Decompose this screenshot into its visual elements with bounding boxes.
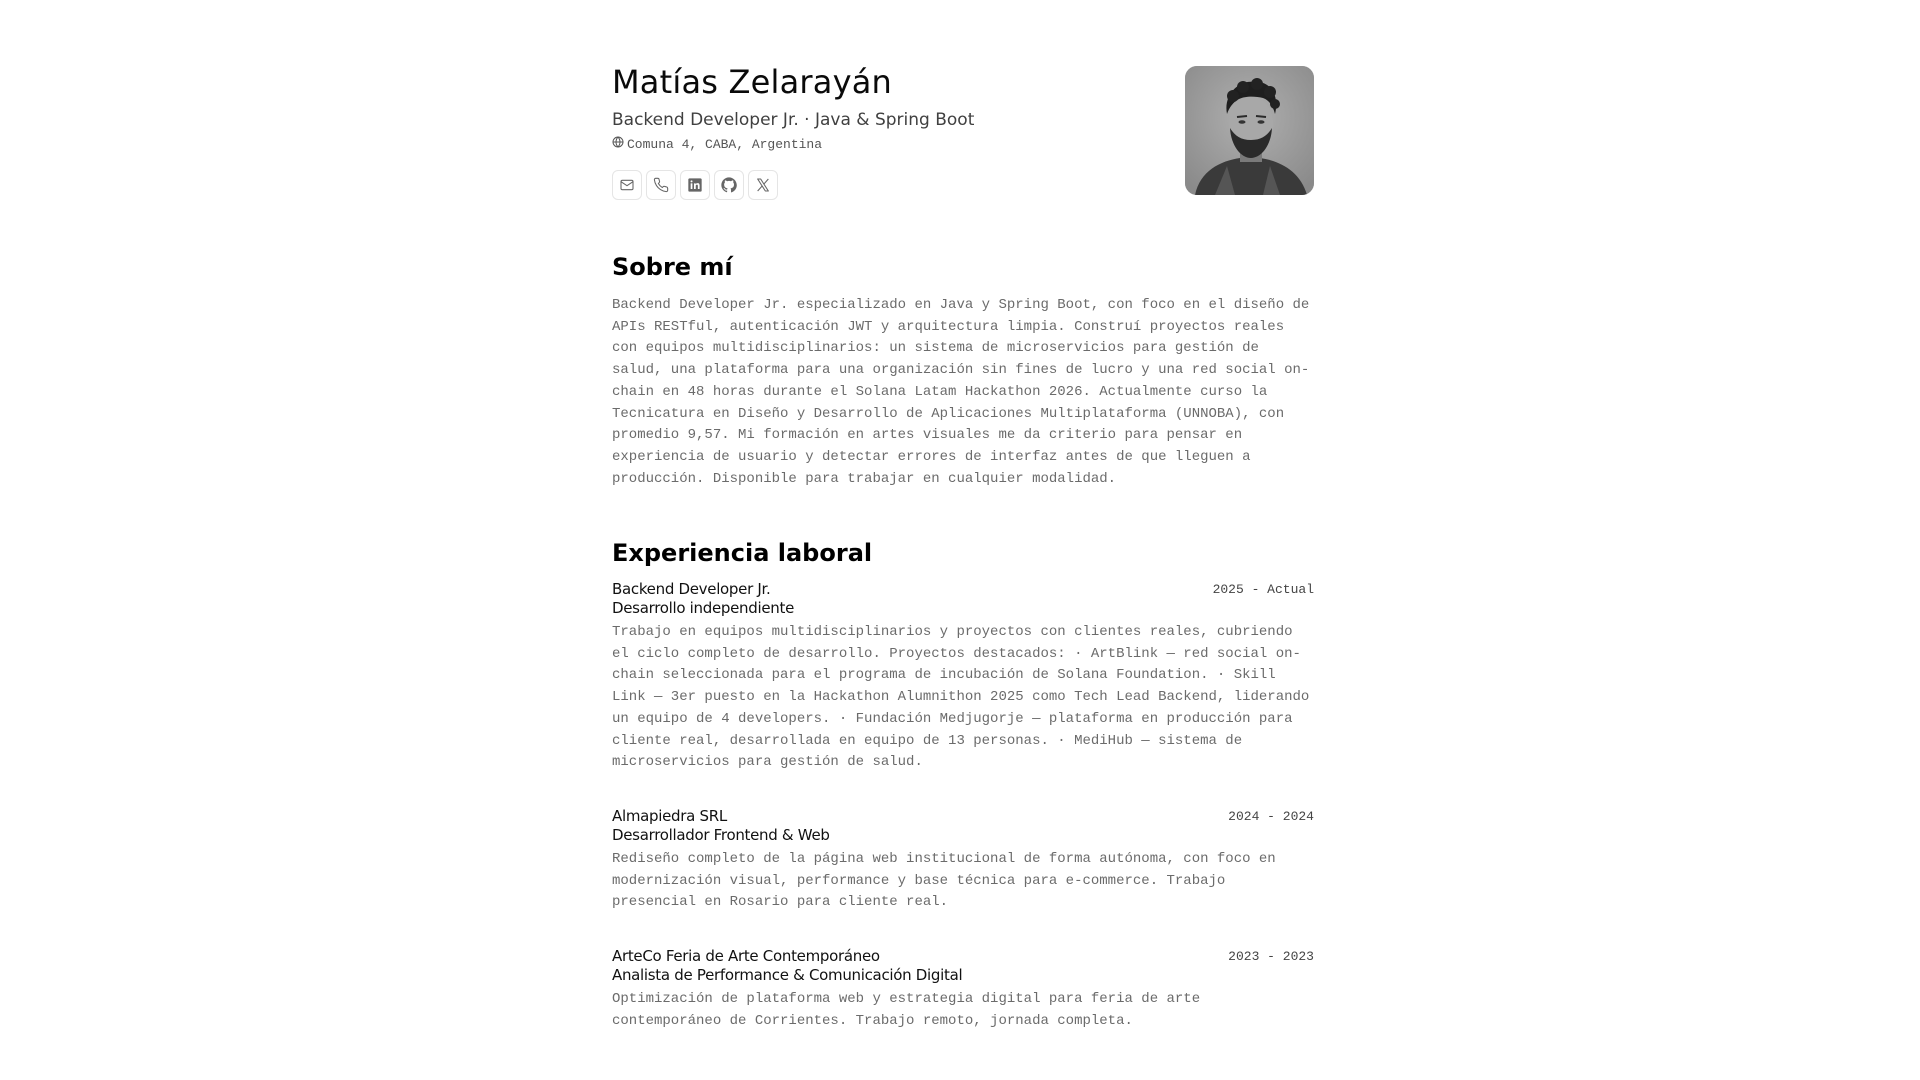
profile-subtitle: Backend Developer Jr. · Java & Spring Boot xyxy=(612,110,975,130)
job-item xyxy=(612,807,1314,928)
avatar-portrait-image xyxy=(1185,66,1314,195)
job-dates: 2024 - 2024 xyxy=(1228,809,1314,824)
profile-location xyxy=(612,136,822,154)
job-company: ArteCo Feria de Arte Contemporáneo xyxy=(612,947,880,965)
phone-link[interactable] xyxy=(646,170,676,200)
globe-icon xyxy=(612,136,624,154)
job-description: Rediseño completo de la página web institucional de forma autónoma, con foco en modernización visual, performance y base técnica para e-commerce. Trabajo presencial en Rosario para cliente real. xyxy=(612,851,1276,911)
job-company: Backend Developer Jr. xyxy=(612,580,771,598)
profile-name: Matías Zelarayán xyxy=(612,63,893,101)
job-titles xyxy=(612,580,794,618)
job-header xyxy=(612,580,1314,618)
job-titles xyxy=(612,947,962,985)
x-link[interactable] xyxy=(748,170,778,200)
profile-header xyxy=(612,0,1314,240)
job-dates: 2025 - Actual xyxy=(1212,582,1314,597)
experience-title: Experiencia laboral xyxy=(612,539,873,567)
resume-page xyxy=(612,0,1314,1029)
job-company: Almapiedra SRL xyxy=(612,807,727,825)
avatar xyxy=(1185,66,1314,195)
job-header xyxy=(612,807,1314,845)
job-dates: 2023 - 2023 xyxy=(1228,949,1314,964)
location-text: Comuna 4, CABA, Argentina xyxy=(627,137,823,152)
mail-icon xyxy=(619,177,635,193)
job-description: Optimización de plataforma web y estrategia digital para feria de arte contemporáneo de Corrientes. Trabajo remoto, jornada completa. xyxy=(612,991,1201,1029)
about-section xyxy=(612,251,1314,504)
about-title: Sobre mí xyxy=(612,253,733,281)
job-titles xyxy=(612,807,830,845)
github-icon xyxy=(721,177,737,193)
job-role: Analista de Performance & Comunicación Digital xyxy=(612,966,963,984)
job-item xyxy=(612,947,1314,1046)
phone-icon xyxy=(653,177,669,193)
job-item xyxy=(612,580,1314,788)
contact-links xyxy=(612,170,778,200)
linkedin-icon xyxy=(687,177,703,193)
about-text: Backend Developer Jr. especializado en Java y Spring Boot, con foco en el diseño de APIs RESTful, autenticación JWT y arquitectura limpia. Construí proyectos reales con equipos multidisciplinarios: un sistema de microservicios para gestión de salud, una plataforma para una organización sin fines de lucro y una red social on-chain en 48 horas durante el Solana Latam Hackathon 2026. Actualmente curso la Tecnicatura en Diseño y Desarrollo de Aplicaciones Multiplataforma (UNNOBA), con promedio 9,57. Mi formación en artes visuales me da criterio para pensar en experiencia de usuario y detectar errores de interfaz antes de que lleguen a producción. Disponible para trabajar en cualquier modalidad. xyxy=(612,297,1310,487)
job-role: Desarrollo independiente xyxy=(612,599,794,617)
github-link[interactable] xyxy=(714,170,744,200)
linkedin-link[interactable] xyxy=(680,170,710,200)
x-icon xyxy=(755,177,771,193)
experience-section xyxy=(612,537,1314,1029)
job-header xyxy=(612,947,1314,985)
job-role: Desarrollador Frontend & Web xyxy=(612,826,830,844)
job-description: Trabajo en equipos multidisciplinarios y proyectos con clientes reales, cubriendo el ciclo completo de desarrollo. Proyectos destacados: · ArtBlink — red social on-chain seleccionada para el programa de incubación de Solana Foundation. · Skill Link — 3er puesto en la Hackathon Alumnithon 2025 como Tech Lead Backend, liderando un equipo de 4 developers. · Fundación Medjugorje — plataforma en producción para cliente real, desarrollada en equipo de 13 personas. · MediHub — sistema de microservicios para gestión de salud. xyxy=(612,624,1310,771)
email-link[interactable] xyxy=(612,170,642,200)
